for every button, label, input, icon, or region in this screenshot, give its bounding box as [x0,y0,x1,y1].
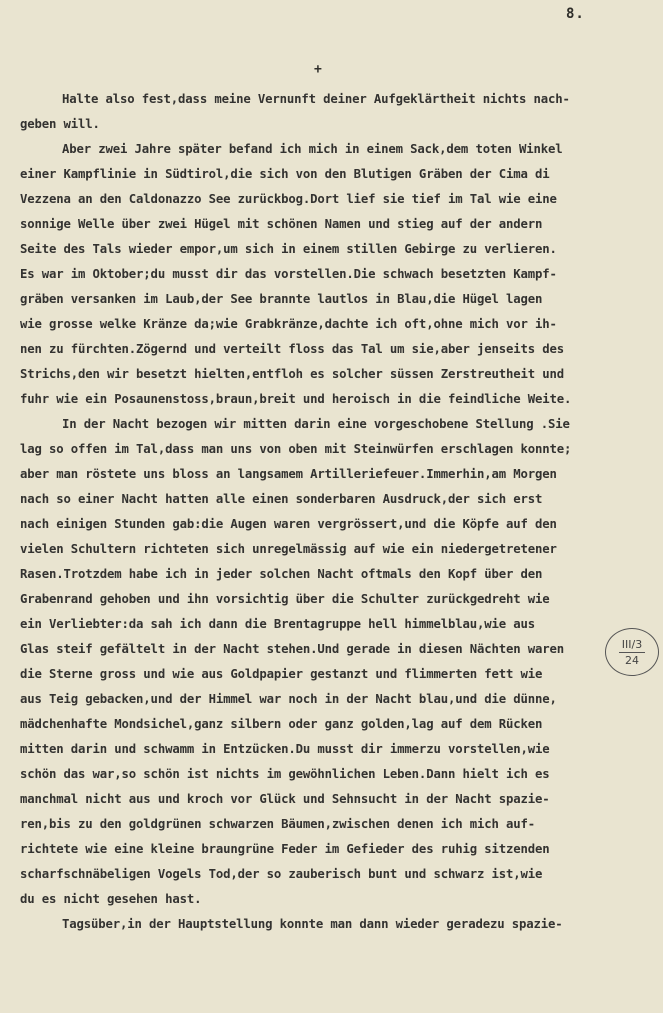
text-line: Glas steif gefältelt in der Nacht stehen.Und gerade in diesen Nächten waren [20,642,565,656]
text-line: lag so offen im Tal,dass man uns von oben mit Steinwürfen erschlagen konnte; [20,442,572,456]
text-line: einer Kampflinie in Südtirol,die sich von den Blutigen Gräben der Cima di [20,167,550,181]
text-line: richtete wie eine kleine braungrüne Feder im Gefieder des ruhig sitzenden [20,842,550,856]
text-line: Halte also fest,dass meine Vernunft deiner Aufgeklärtheit nichts nach- [62,92,570,106]
text-line: schön das war,so schön ist nichts im gewöhnlichen Leben.Dann hielt ich es [20,767,550,781]
text-line: Seite des Tals wieder empor,um sich in einem stillen Gebirge zu verlieren. [20,242,557,256]
text-line: fuhr wie ein Posaunenstoss,braun,breit und heroisch in die feindliche Weite. [20,392,572,406]
stamp-rule [619,652,645,653]
section-mark: + [314,62,322,77]
text-line: ren,bis zu den goldgrünen schwarzen Bäumen,zwischen denen ich mich auf- [20,817,535,831]
stamp-bottom: 24 [625,653,639,667]
text-line: nach einigen Stunden gab:die Augen waren vergrössert,und die Köpfe auf den [20,517,557,531]
text-line: ein Verliebter:da sah ich dann die Brentagruppe hell himmelblau,wie aus [20,617,535,631]
text-line: geben will. [20,117,100,131]
text-line: die Sterne gross und wie aus Goldpapier gestanzt und flimmerten fett wie [20,667,543,681]
text-line: mädchenhafte Mondsichel,ganz silbern oder ganz golden,lag auf dem Rücken [20,717,543,731]
typescript-body [20,87,645,937]
text-line: nen zu fürchten.Zögernd und verteilt floss das Tal um sie,aber jenseits des [20,342,565,356]
text-line: mitten darin und schwamm in Entzücken.Du musst dir immerzu vorstellen,wie [20,742,550,756]
text-line: vielen Schultern richteten sich unregelmässig auf wie ein niedergetretener [20,542,557,556]
text-line: Rasen.Trotzdem habe ich in jeder solchen Nacht oftmals den Kopf über den [20,567,543,581]
text-line: nach so einer Nacht hatten alle einen sonderbaren Ausdruck,der sich erst [20,492,543,506]
text-line: Es war im Oktober;du musst dir das vorstellen.Die schwach besetzten Kampf- [20,267,557,281]
text-line: Grabenrand gehoben und ihn vorsichtig über die Schulter zurückgedreht wie [20,592,550,606]
stamp-top: III/3 [621,637,643,651]
text-line: gräben versanken im Laub,der See brannte lautlos in Blau,die Hügel lagen [20,292,543,306]
text-line: wie grosse welke Kränze da;wie Grabkränze,dachte ich oft,ohne mich vor ih- [20,317,557,331]
archive-stamp [605,628,659,676]
text-line: sonnige Welle über zwei Hügel mit schönen Namen und stieg auf der andern [20,217,543,231]
text-line: Strichs,den wir besetzt hielten,entfloh es solcher süssen Zerstreutheit und [20,367,565,381]
text-line: aber man röstete uns bloss an langsamem Artilleriefeuer.Immerhin,am Morgen [20,467,557,481]
text-line: aus Teig gebacken,und der Himmel war noch in der Nacht blau,und die dünne, [20,692,557,706]
text-line: Tagsüber,in der Hauptstellung konnte man dann wieder geradezu spazie- [62,917,563,931]
text-line: Aber zwei Jahre später befand ich mich in einem Sack,dem toten Winkel [62,142,563,156]
text-line: du es nicht gesehen hast. [20,892,202,906]
page-number: 8. [566,6,585,22]
text-line: manchmal nicht aus und kroch vor Glück und Sehnsucht in der Nacht spazie- [20,792,550,806]
text-line: Vezzena an den Caldonazzo See zurückbog.Dort lief sie tief im Tal wie eine [20,192,557,206]
text-line: In der Nacht bezogen wir mitten darin eine vorgeschobene Stellung .Sie [62,417,570,431]
text-line: scharfschnäbeligen Vogels Tod,der so zauberisch bunt und schwarz ist,wie [20,867,543,881]
